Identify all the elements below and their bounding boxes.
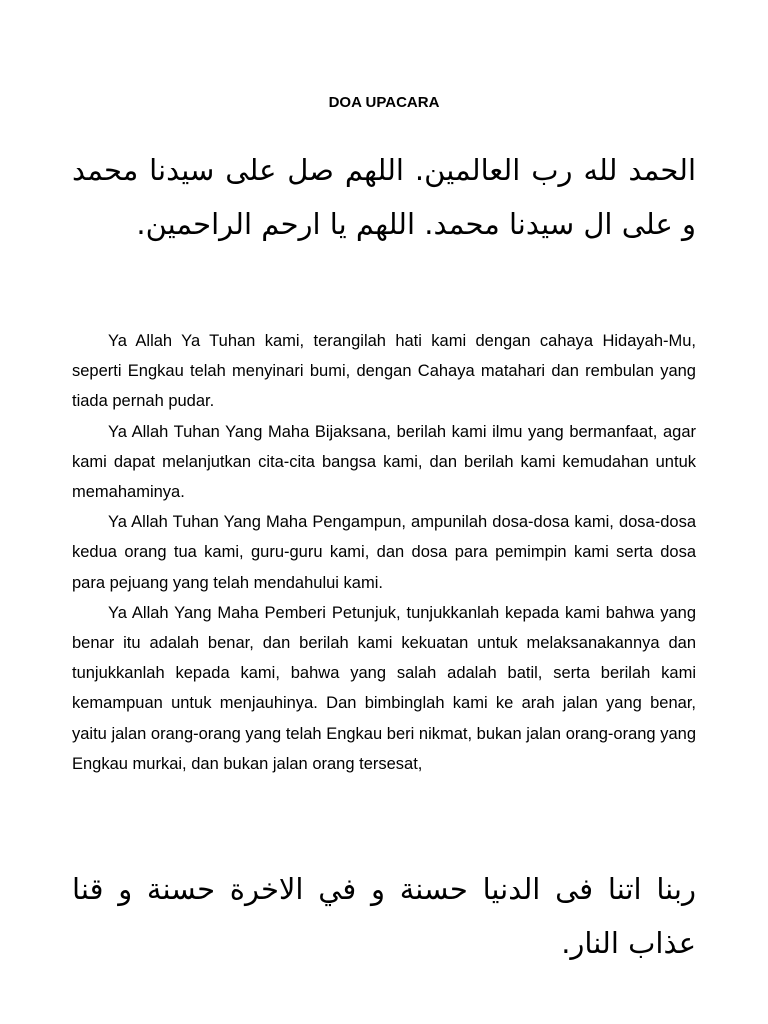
prayer-paragraph: Ya Allah Yang Maha Pemberi Petunjuk, tunjukkanlah kepada kami bahwa yang benar itu adalah benar, dan berilah kami kekuatan untuk melaksanakannya dan tunjukkanlah kepada kami, bahwa yang salah adalah batil, serta berilah kami kemampuan untuk menjauhinya. Dan bimbinglah kami ke arah jalan yang benar, yaitu jalan orang-orang yang telah Engkau beri nikmat, bukan jalan orang-orang yang Engkau murkai, dan bukan jalan orang tersesat,: [72, 603, 696, 773]
arabic-closing-prayer: ربنا اتنا فى الدنيا حسنة و في الاخرة حسنة و قنا عذاب النار.: [72, 872, 696, 960]
arabic-opening-prayer: الحمد لله رب العالمين. اللهم صل على سيدنا محمد و على ال سيدنا محمد. اللهم يا ارحم الراحمين.: [72, 153, 696, 241]
prayer-paragraph: Ya Allah Ya Tuhan kami, terangilah hati kami dengan cahaya Hidayah-Mu, seperti Engkau telah menyinari bumi, dengan Cahaya matahari dan rembulan yang tiada pernah pudar.: [72, 332, 696, 411]
prayer-paragraph: Ya Allah Tuhan Yang Maha Pengampun, ampunilah dosa-dosa kami, dosa-dosa kedua orang tua kami, guru-guru kami, dan dosa para pemimpin kami serta dosa para pejuang yang telah mendahului kami.: [72, 513, 696, 592]
prayer-paragraph: Ya Allah Tuhan Yang Maha Bijaksana, berilah kami ilmu yang bermanfaat, agar kami dapat melanjutkan cita-cita bangsa kami, dan berilah kami kemudahan untuk memahaminya.: [72, 422, 696, 502]
prayer-body: [72, 326, 696, 779]
document-title: DOA UPACARA: [328, 94, 440, 111]
